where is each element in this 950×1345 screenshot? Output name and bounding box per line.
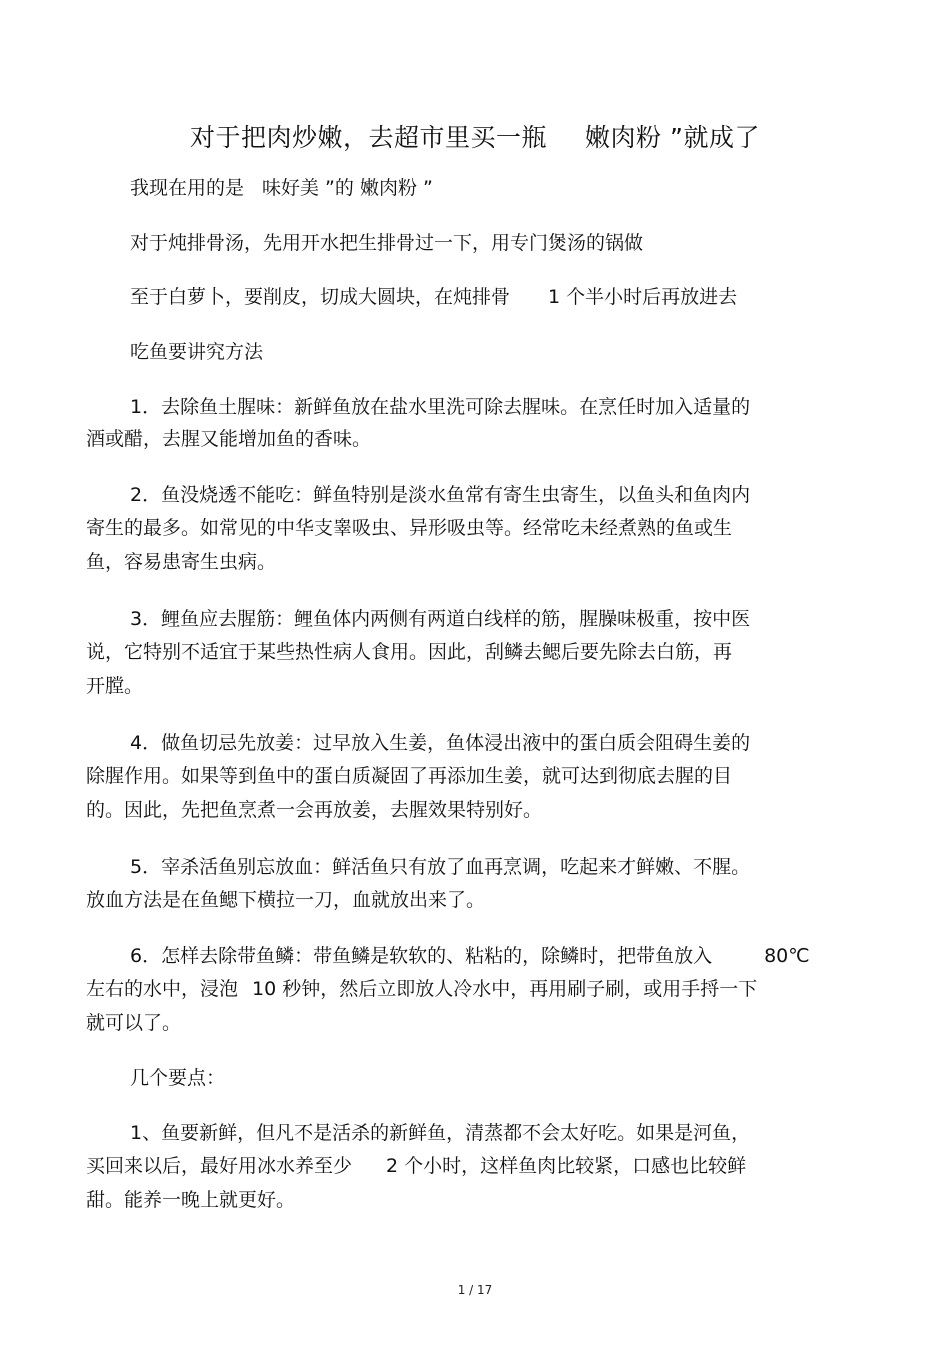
point-1-line-3: 甜。能养一晚上就更好。: [86, 1189, 296, 1211]
intro-1-text-a: 我现在用的是: [130, 177, 245, 199]
item-1-line-1: 1．去除鱼土腥味：新鲜鱼放在盐水里洗可除去腥味。在烹任时加入适量的: [130, 396, 751, 418]
intro-line-1: [130, 176, 433, 200]
item-6-line-1: [130, 944, 810, 968]
intro-line-3: [130, 285, 737, 309]
item-5-line-2: 放血方法是在鱼鳃下横拉一刀，血就放出来了。: [86, 889, 486, 911]
item-5-line-1: 5．宰杀活鱼别忘放血：鲜活鱼只有放了血再烹调，吃起来才鲜嫩、不腥。: [130, 856, 751, 878]
point-1-line-2-text-a: 买回来以后，最好用冰水养至少: [86, 1155, 353, 1177]
item-3-line-3: 开膛。: [86, 675, 144, 697]
intro-3-text-b: 1 个半小时后再放进去: [548, 286, 738, 308]
item-6-line-3: 就可以了。: [86, 1012, 182, 1034]
item-6-line-2: [86, 977, 757, 1001]
item-6-line-2-text-b: 10 秒钟，然后立即放人冷水中，再用刷子刷，或用手捋一下: [252, 978, 758, 1000]
item-6-line-2-text-a: 左右的水中，浸泡: [86, 978, 239, 1000]
total-pages: 17: [477, 1283, 493, 1297]
page-title: [0, 118, 950, 154]
item-4-line-1: 4．做鱼切忌先放姜：过早放入生姜，鱼体浸出液中的蛋白质会阻碍生姜的: [130, 732, 751, 754]
current-page: 1: [457, 1283, 466, 1297]
item-2-line-3: 鱼，容易患寄生虫病。: [86, 551, 277, 573]
point-1-line-2: [86, 1154, 746, 1178]
item-4-line-3: 的。因此，先把鱼烹煮一会再放姜，去腥效果特别好。: [86, 799, 543, 821]
title-part-1: 对于把肉炒嫩，去超市里买一瓶: [190, 123, 548, 152]
point-1-line-2-text-b: 2 个小时，这样鱼肉比较紧，口感也比较鲜: [386, 1155, 747, 1177]
intro-2-text: 对于炖排骨汤，先用开水把生排骨过一下，用专门煲汤的锅做: [130, 232, 644, 254]
page-number: [0, 1283, 950, 1297]
intro-line-4: [130, 340, 263, 364]
point-1-line-1: 1、鱼要新鲜，但凡不是活杀的新鲜鱼，清蒸都不会太好吃。如果是河鱼，: [130, 1122, 751, 1144]
item-4-line-2: 除腥作用。如果等到鱼中的蛋白质凝固了再添加生姜，就可达到彻底去腥的目: [86, 765, 733, 787]
intro-3-text-a: 至于白萝卜，要削皮，切成大圆块，在炖排骨: [130, 286, 511, 308]
item-2-line-2: 寄生的最多。如常见的中华支睾吸虫、异形吸虫等。经常吃未经煮熟的鱼或生: [86, 517, 733, 539]
item-6-temperature: 80℃: [764, 945, 810, 967]
item-2-line-1: 2．鱼没烧透不能吃：鲜鱼特别是淡水鱼常有寄生虫寄生，以鱼头和鱼肉内: [130, 484, 751, 506]
page-separator: /: [469, 1283, 474, 1297]
intro-1-text-b: 味好美 ”的 嫩肉粉 ”: [262, 177, 433, 199]
key-points-heading: 几个要点：: [130, 1067, 226, 1089]
item-3-line-2: 说，它特别不适宜于某些热性病人食用。因此，刮鳞去鳃后要先除去白筋，再: [86, 641, 733, 663]
item-3-line-1: 3．鲤鱼应去腥筋：鲤鱼体内两侧有两道白线样的筋，腥臊味极重，按中医: [130, 608, 751, 630]
title-part-2: 嫩肉粉 ”就成了: [585, 123, 760, 152]
item-1-line-2: 酒或醋，去腥又能增加鱼的香味。: [86, 428, 372, 450]
intro-4-text: 吃鱼要讲究方法: [130, 341, 264, 363]
item-6-line-1-text: 6．怎样去除带鱼鳞：带鱼鳞是软软的、粘粘的，除鳞时，把带鱼放入: [130, 945, 713, 967]
intro-line-2: [130, 231, 643, 255]
